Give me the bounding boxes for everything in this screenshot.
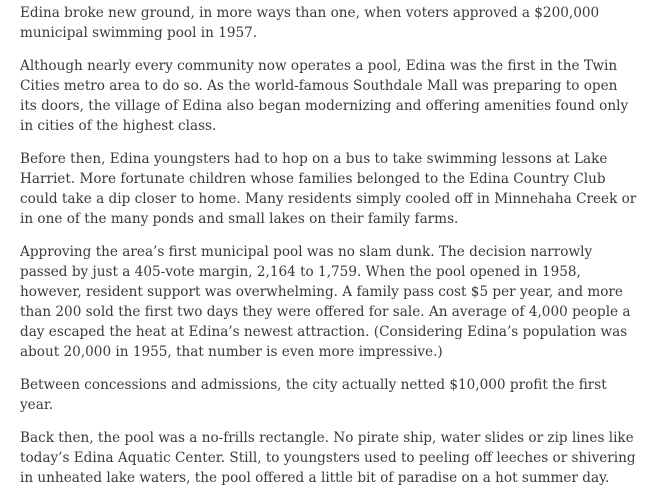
paragraph-before-pool: Before then, Edina youngsters had to hop on a bus to take swimming lessons at Lake Harriet. More fortunate children whose families belonged to the Edina Country Club could take a dip closer to home. Many residents simply cooled off in Minnehaha Creek or in one of the many ponds and small lakes on their family farms. bbox=[20, 151, 637, 227]
paragraph-first-year-profit: Between concessions and admissions, the city actually netted $10,000 profit the first year. bbox=[20, 377, 607, 413]
paragraph-first-in-metro: Although nearly every community now operates a pool, Edina was the first in the Twin Cities metro area to do so. As the world-famous Southdale Mall was preparing to open its doors, the village of Edina also began modernizing and offering amenities found only in cities of the highest class. bbox=[20, 58, 629, 134]
paragraph-pool-approval: Edina broke new ground, in more ways than one, when voters approved a $200,000 municipal swimming pool in 1957. bbox=[20, 5, 600, 41]
paragraph-vote-and-support: Approving the area’s first municipal pool was no slam dunk. The decision narrowly passed by just a 405-vote margin, 2,164 to 1,759. When the pool opened in 1958, however, resident support was overwhelming. A family pass cost $5 per year, and more than 200 sold the first two days they were offered for sale. An average of 4,000 people a day escaped the heat at Edina’s newest attraction. (Considering Edina’s population was about 20,000 in 1955, that number is even more impressive.) bbox=[20, 244, 631, 360]
paragraph-no-frills-pool: Back then, the pool was a no-frills rectangle. No pirate ship, water slides or zip lines like today’s Edina Aquatic Center. Still, to youngsters used to peeling off leeches or shivering in unheated lake waters, the pool offered a little bit of paradise on a hot summer day. bbox=[20, 430, 636, 486]
